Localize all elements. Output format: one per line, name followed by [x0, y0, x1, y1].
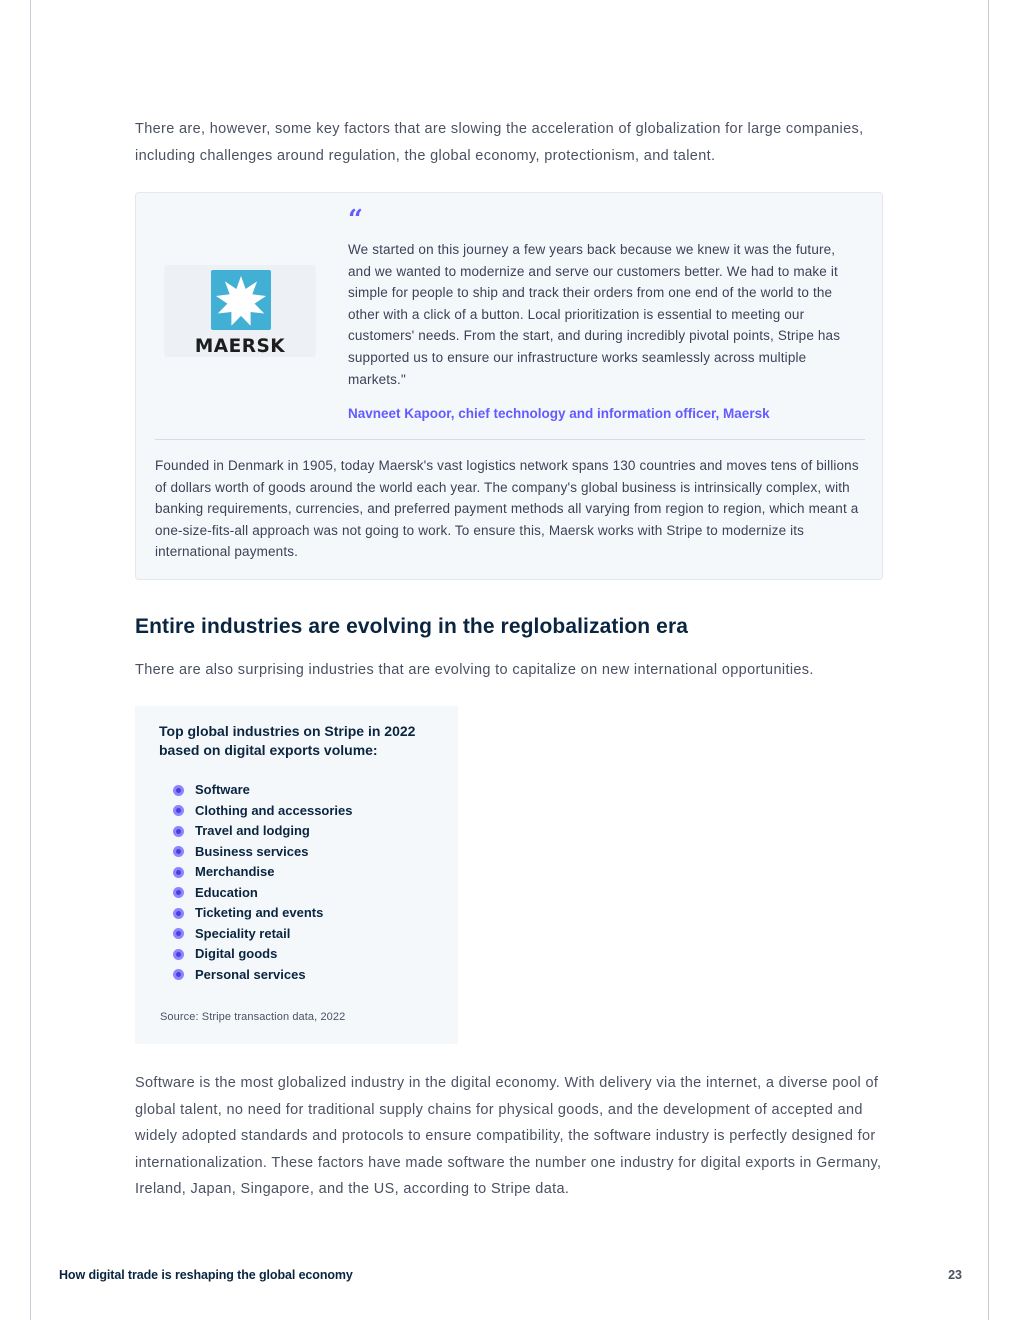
page-number: 23: [948, 1268, 962, 1282]
list-item: Travel and lodging: [173, 821, 353, 842]
list-item: Clothing and accessories: [173, 801, 353, 822]
list-item: Education: [173, 883, 353, 904]
bullet-icon: [173, 887, 184, 898]
list-item: Ticketing and events: [173, 903, 353, 924]
bullet-icon: [173, 826, 184, 837]
bullet-icon: [173, 867, 184, 878]
source-note: Source: Stripe transaction data, 2022: [160, 1011, 346, 1023]
maersk-wordmark: MAERSK: [194, 336, 286, 357]
quote-mark-icon: “: [348, 205, 363, 235]
section-subheading: There are also surprising industries that are evolving to capitalize on new international opportunities.: [135, 662, 814, 678]
list-item: Digital goods: [173, 944, 353, 965]
case-study-card: [135, 192, 883, 580]
bullet-icon: [173, 908, 184, 919]
closing-paragraph: Software is the most globalized industry in the digital economy. With delivery via the internet, a diverse pool of global talent, no need for traditional supply chains for physical goods, and the development of accepted and widely adopted standards and protocols to ensure compatibility, the software industry is perfectly designed for internationalization. These factors have made software the number one industry for digital exports in Germany, Ireland, Japan, Singapore, and the US, according to Stripe data.: [135, 1075, 882, 1198]
list-item: Speciality retail: [173, 924, 353, 945]
bullet-icon: [173, 785, 184, 796]
card-divider: [155, 439, 865, 440]
quote-attribution: Navneet Kapoor, chief technology and information officer, Maersk: [348, 406, 770, 421]
section-heading: Entire industries are evolving in the reglobalization era: [135, 615, 689, 638]
maersk-logo: [164, 265, 316, 357]
bullet-icon: [173, 969, 184, 980]
industries-panel: [135, 706, 458, 1044]
footer-title: How digital trade is reshaping the global economy: [59, 1268, 353, 1282]
bullet-icon: [173, 928, 184, 939]
case-study-body: Founded in Denmark in 1905, today Maersk's vast logistics network spans 130 countries and moves tens of billions of dollars worth of goods around the world each year. The company's global business is intrinsically complex, with banking requirements, currencies, and preferred payment methods all varying from region to region, which meant a one-size-fits-all approach was not going to work. To ensure this, Maersk works with Stripe to modernize its international payments.: [155, 458, 859, 560]
list-item: Software: [173, 780, 353, 801]
intro-paragraph: There are, however, some key factors that are slowing the acceleration of globalization for large companies, including challenges around regulation, the global economy, protectionism, and talent.: [135, 121, 864, 164]
bullet-icon: [173, 846, 184, 857]
customer-quote: We started on this journey a few years back because we knew it was the future, and we wanted to modernize and serve our customers better. We had to make it simple for people to ship and track their orders from one end of the world to the other with a click of a button. Local prioritization is essential to meeting our customers' needs. From the start, and during incredibly pivotal points, Stripe has supported us to ensure our infrastructure works seamlessly across multiple markets.": [348, 242, 841, 387]
maersk-star-icon: [211, 270, 271, 330]
list-item: Personal services: [173, 965, 353, 986]
bullet-icon: [173, 805, 184, 816]
panel-title: Top global industries on Stripe in 2022 based on digital exports volume:: [159, 723, 416, 758]
list-item: Merchandise: [173, 862, 353, 883]
list-item: Business services: [173, 842, 353, 863]
bullet-icon: [173, 949, 184, 960]
industry-list: [173, 780, 353, 985]
